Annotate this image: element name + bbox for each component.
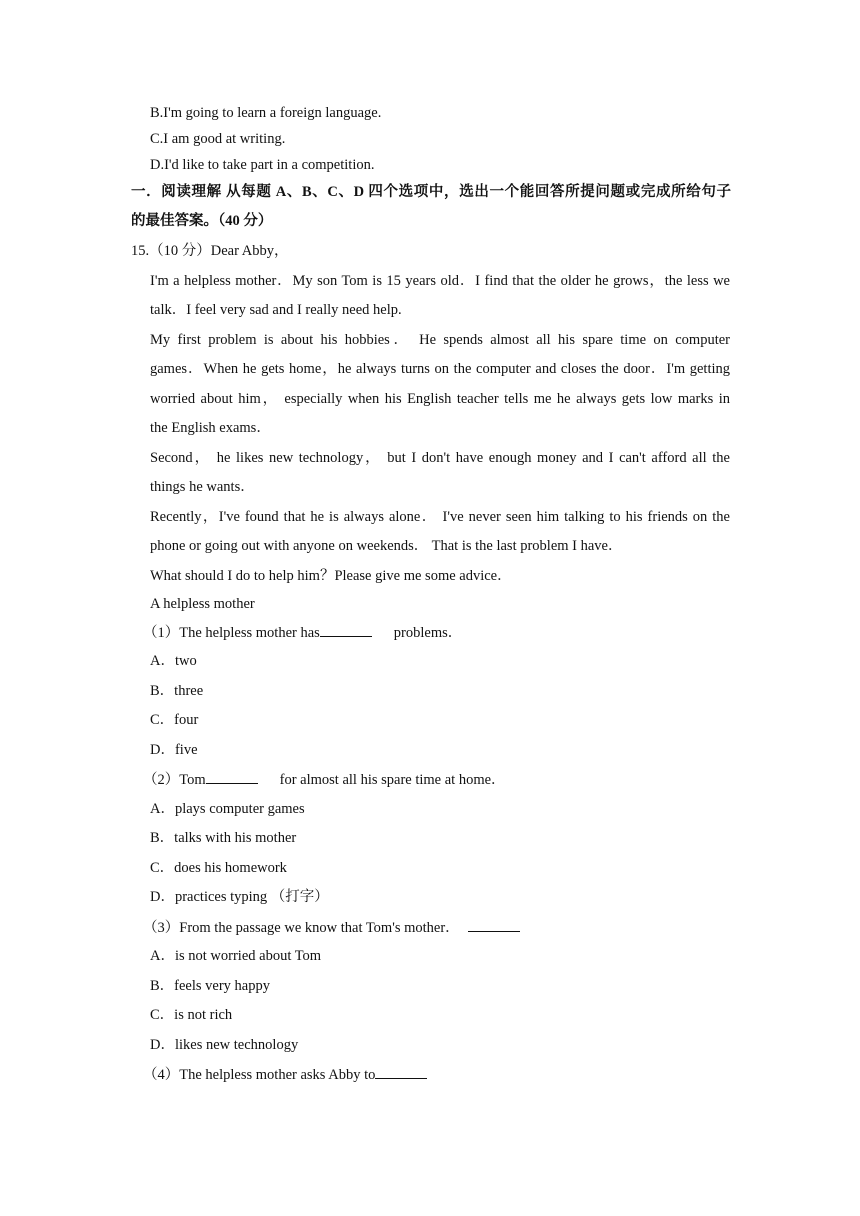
option: A．two [150,653,197,669]
subquestion-stem [143,1064,427,1085]
letter-line: phone or going out with anyone on weekends． That is the last problem I have． [150,538,623,554]
option: C．does his homework [150,860,287,876]
option: B．three [150,683,204,699]
option: A．plays computer games [150,801,305,817]
option: C．is not rich [150,1007,233,1023]
letter-line: games．When he gets home，he always turns on the computer and closes the door．I'm getting [150,361,730,377]
option: C．four [150,712,199,728]
stem-text: problems． [393,625,463,641]
section-heading-line2: 的最佳答案。（40 分） [131,213,273,229]
stem-text: （3）From the passage we know that Tom's mother． [143,920,460,936]
letter-signature: A helpless mother [150,596,255,612]
option: D．likes new technology [150,1037,299,1053]
subquestion-stem [143,769,506,790]
stem-text: （4）The helpless mother asks Abby to [143,1067,376,1083]
option: A．is not worried about Tom [150,948,322,964]
letter-line: Second， he likes new technology， but I don't have enough money and I can't afford all the [150,450,730,466]
section-heading-line1: 一．阅读理解 从每题 A、B、C、D 四个选项中，选出一个能回答所提问题或完成所给句子 [131,184,731,200]
question-number: 15.（10 分）Dear Abby， [131,243,289,259]
letter-line: worried about him， especially when his English teacher tells me he always gets low marks in [150,391,730,407]
letter-line: the English exams． [150,420,271,436]
prev-option-c: C.I am good at writing. [150,131,286,147]
letter-line: Recently，I've found that he is always alone． I've never seen him talking to his friends on the [150,509,730,525]
letter-line: My first problem is about his hobbies． He spends almost all his spare time on computer [150,332,730,348]
option: D．five [150,742,198,758]
prev-option-b: B.I'm going to learn a foreign language. [150,105,382,121]
subquestion-stem [143,622,462,643]
letter-line: I'm a helpless mother．My son Tom is 15 years old．I find that the older he grows，the less we [150,273,730,289]
option: B．talks with his mother [150,830,297,846]
stem-text: （2）Tom [143,772,206,788]
stem-text: （1）The helpless mother has [143,625,320,641]
answer-blank [206,769,258,784]
option: D．practices typing （打字） [150,889,329,905]
letter-line: things he wants． [150,479,255,495]
letter-line: What should I do to help him？Please give me some advice． [150,568,512,584]
stem-text: for almost all his spare time at home． [279,772,506,788]
answer-blank [320,622,372,637]
answer-blank [375,1064,427,1079]
prev-option-d: D.I'd like to take part in a competition. [150,157,375,173]
letter-line: talk．I feel very sad and I really need help. [150,302,402,318]
subquestion-stem [143,917,520,938]
answer-blank [468,917,520,932]
option: B．feels very happy [150,978,270,994]
